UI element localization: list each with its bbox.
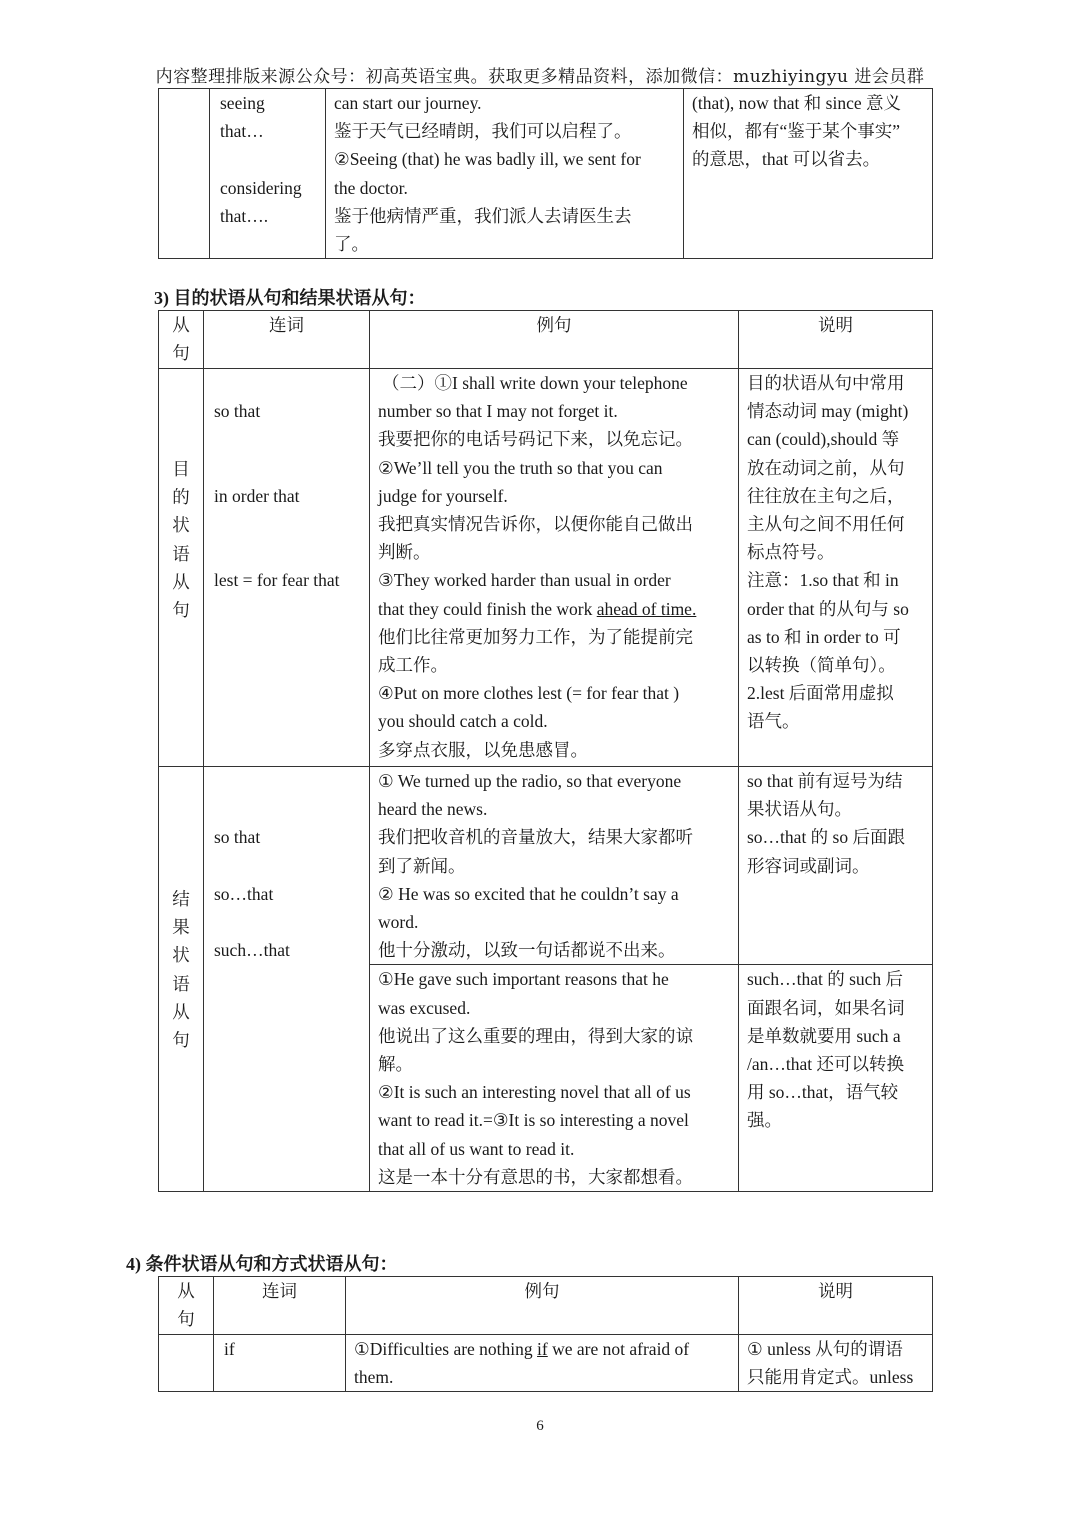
underlined-if: if [537, 1339, 548, 1359]
conjunction-result: so that so…that such…that [204, 767, 370, 1192]
header-conjunction: 连词 [204, 311, 370, 369]
section-4-title: 4) 条件状语从句和方式状语从句： [126, 1254, 398, 1274]
table-header-row [159, 1277, 933, 1335]
table-purpose-result [158, 310, 933, 1192]
table-row [159, 89, 933, 259]
table-reason-continuation [158, 88, 933, 259]
note-result-1: so that 前有逗号为结 果状语从句。 so…that 的 so 后面跟 形容词或副词。 [739, 767, 933, 965]
clause-result: 结 果 状 语 从 句 [159, 767, 204, 1192]
example-purpose: （二）①I shall write down your telephone number so that I may not forget it. 我要把你的电话号码记下来，以免忘记。 ②We’ll tell you the truth so that you can judge for yourself. 我把真实情况告诉你，以便你能自己做出 判断。 ③They worked harder than usual in order that they could finish the work ahead of time. 他们比往常更加努力工作，为了能提前完 成工作。 ④Put on more clothes lest (= for fear that ) you should catch a cold. 多穿点衣服，以免患感冒。 [370, 369, 739, 767]
table-header-row [159, 311, 933, 369]
header-conjunction: 连词 [214, 1277, 346, 1335]
clause-cell [159, 1335, 214, 1392]
section-3-title: 3) 目的状语从句和结果状语从句： [154, 288, 426, 308]
table-row [159, 1335, 933, 1392]
conjunction-if: if [214, 1335, 346, 1392]
table-condition-manner [158, 1276, 933, 1392]
example-cell: ①Difficulties are nothing if we are not afraid of them. [346, 1335, 739, 1392]
example-result-1: ① We turned up the radio, so that everyone heard the news. 我们把收音机的音量放大，结果大家都听 到了新闻。 ② He was so excited that he couldn’t say a word. 他十分激动，以致一句话都说不出来。 [370, 767, 739, 965]
clause-cell [159, 89, 210, 259]
clause-purpose: 目 的 状 语 从 句 [159, 369, 204, 767]
page-number: 6 [536, 1418, 544, 1434]
header-clause: 从 句 [159, 1277, 214, 1335]
example-cell: can start our journey. 鉴于天气已经晴朗，我们可以启程了。 ②Seeing (that) he was badly ill, we sent for the doctor. 鉴于他病情严重，我们派人去请医生去 了。 [326, 89, 684, 259]
conj-considering: considering [220, 177, 302, 198]
note-result-2: such…that 的 such 后 面跟名词，如果名词 是单数就要用 such a /an…that 还可以转换 用 so…that，语气较 强。 [739, 965, 933, 1192]
conjunction-cell: seeing that… considering that…. [210, 89, 326, 259]
underlined-phrase: ahead of time. [596, 598, 697, 619]
header-note: 说明 [739, 1277, 933, 1335]
example-result-2: ①He gave such important reasons that he was excused. 他说出了这么重要的理由，得到大家的谅 解。 ②It is such an interesting novel that all of us want to read it.=③It is so interesting a novel that all of us want to read it. 这是一本十分有意思的书，大家都想看。 [370, 965, 739, 1192]
header-clause: 从 句 [159, 311, 204, 369]
header-note: 说明 [739, 311, 933, 369]
page-header: 内容整理排版来源公众号：初高英语宝典。获取更多精品资料，添加微信：muzhiyingyu 进会员群 [155, 67, 925, 87]
header-example: 例句 [370, 311, 739, 369]
note-purpose: 目的状语从句中常用 情态动词 may (might) can (could),should 等 放在动词之前，从句 往往放在主句之后， 主从句之间不用任何 标点符号。 注意：1.so that 和 in order that 的从句与 so as to 和 in order to 可 以转换（简单句）。 2.lest 后面常用虚拟 语气。 [739, 369, 933, 767]
header-example: 例句 [346, 1277, 739, 1335]
note-cell: ① unless 从句的谓语 只能用肯定式。unless [739, 1335, 933, 1392]
conjunction-purpose: so that in order that lest = for fear that [204, 369, 370, 767]
table-row-purpose [159, 369, 933, 767]
conj-seeing: seeing [220, 93, 265, 113]
note-cell: (that), now that 和 since 意义 相似，都有“鉴于某个事实” 的意思，that 可以省去。 [684, 89, 933, 259]
table-row-result-1 [159, 767, 933, 965]
